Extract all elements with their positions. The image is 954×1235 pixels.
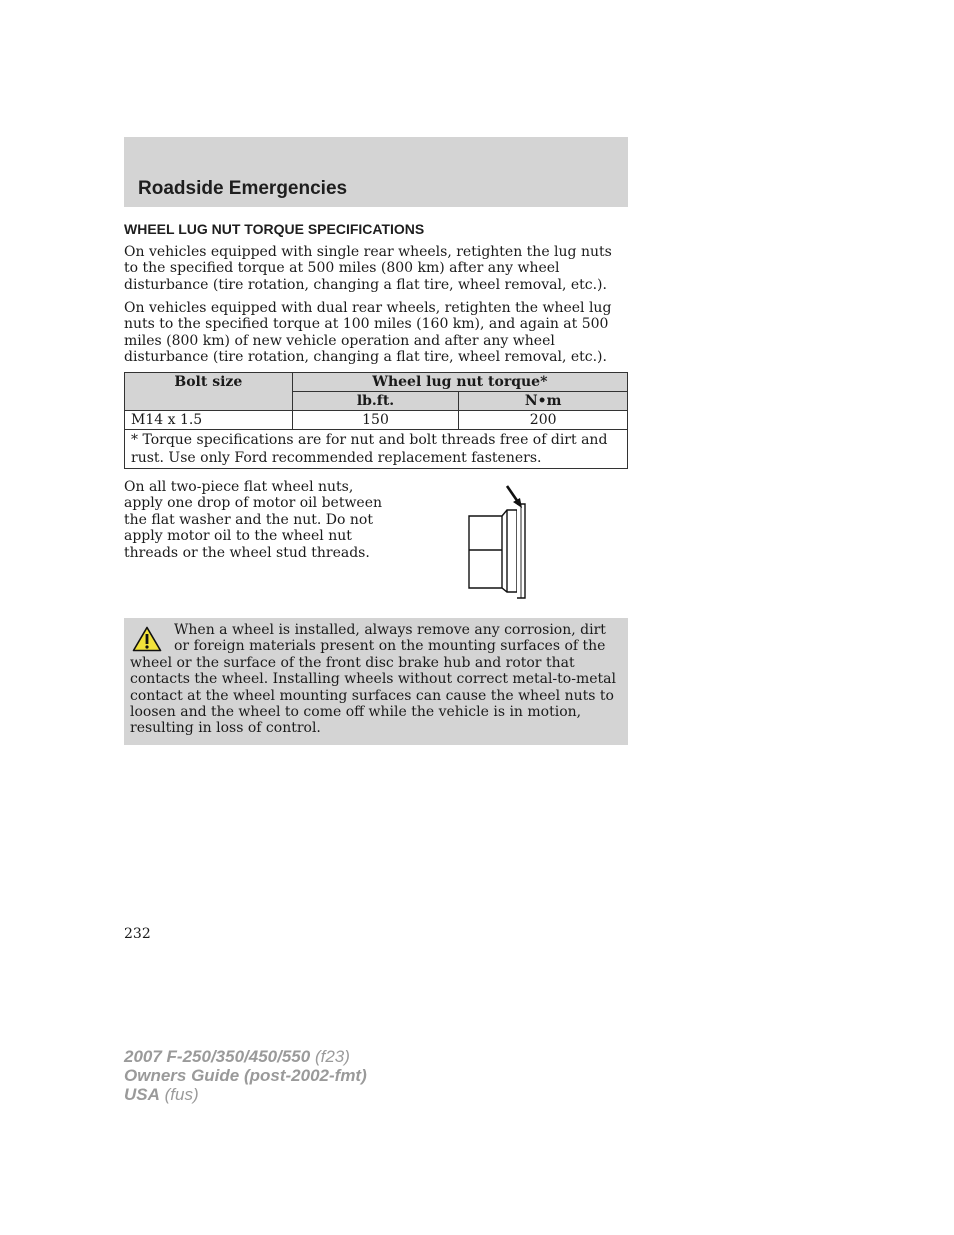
paragraph-dual-rear-wheels: On vehicles equipped with dual rear wheels, retighten the wheel lug nuts to the specified torque at 100 miles (160 km), and again at 500 miles (800 km) of new vehicle operation and after any wheel disturbance (tire rotation, changing a flat tire, wheel removal, etc.). (124, 300, 612, 366)
column-header-lbft: lb.ft. (292, 392, 459, 411)
page-number: 232 (124, 926, 151, 942)
footer-line-region: USA (fus) (124, 1085, 199, 1104)
cell-nm: 200 (459, 411, 628, 430)
table-header-row (125, 373, 628, 392)
cell-bolt-size: M14 x 1.5 (125, 411, 293, 430)
paragraph-two-piece-nuts: On all two-piece flat wheel nuts, apply one drop of motor oil between the flat washer and the nut. Do not apply motor oil to the wheel nut threads or the wheel stud threads. (124, 479, 383, 561)
table-footnote-row (125, 430, 628, 469)
paragraph-single-rear-wheels: On vehicles equipped with single rear wheels, retighten the lug nuts to the specified torque at 500 miles (800 km) after any wheel disturbance (tire rotation, changing a flat tire, wheel removal, etc.). (124, 244, 612, 293)
column-header-torque: Wheel lug nut torque* (292, 373, 627, 392)
article-heading: WHEEL LUG NUT TORQUE SPECIFICATIONS (124, 221, 425, 237)
column-header-bolt-size: Bolt size (125, 373, 293, 411)
column-header-nm: N•m (459, 392, 628, 411)
document-footer (124, 1047, 367, 1104)
warning-box (124, 618, 628, 745)
cell-lbft: 150 (292, 411, 459, 430)
wheel-nut-diagram (460, 482, 550, 602)
table-footnote: * Torque specifications are for nut and bolt threads free of dirt and rust. Use only Ford recommended replacement fasteners. (125, 430, 628, 469)
footer-line-model: 2007 F-250/350/450/550 (f23) (124, 1047, 350, 1066)
table-row (125, 411, 628, 430)
torque-spec-table (124, 372, 628, 469)
warning-text: When a wheel is installed, always remove any corrosion, dirt or foreign materials present on the mounting surfaces of the wheel or the surface of the front disc brake hub and rotor that contacts the wheel. Installing wheels without correct metal-to-metal contact at the wheel mounting surfaces can cause the wheel nuts to loosen and the wheel to come off while the vehicle is in motion, resulting in loss of control. (130, 622, 616, 737)
section-title: Roadside Emergencies (138, 178, 348, 199)
footer-line-guide: Owners Guide (post-2002-fmt) (124, 1066, 367, 1085)
